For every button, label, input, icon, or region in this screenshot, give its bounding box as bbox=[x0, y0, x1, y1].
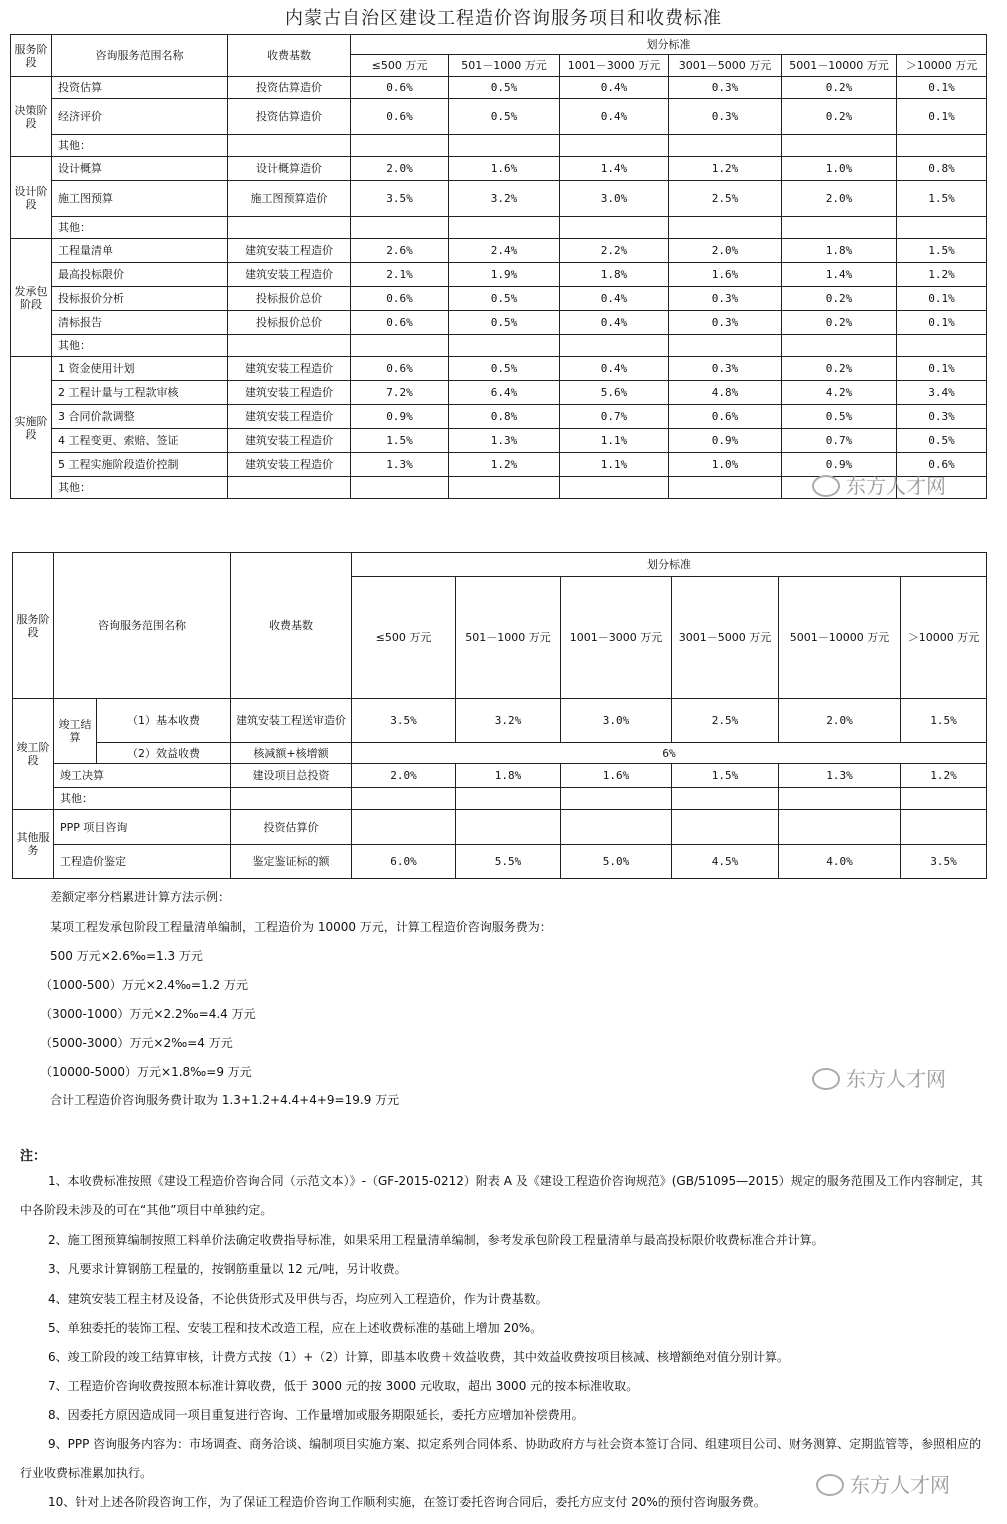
table-row bbox=[11, 135, 987, 157]
rate-cell: 6.0% bbox=[352, 845, 456, 879]
rate-cell: 0.3% bbox=[669, 77, 782, 99]
rate-cell: 0.6% bbox=[669, 405, 782, 429]
header-service-stage: 服务阶段 bbox=[11, 35, 52, 77]
note-item: 4、建筑安装工程主材及设备，不论供货形式及甲供与否，均应列入工程造价，作为计费基数。 bbox=[48, 1292, 548, 1306]
rate-cell: 0.3% bbox=[669, 311, 782, 335]
tier-header: ＞10000 万元 bbox=[897, 55, 987, 77]
table-row bbox=[11, 157, 987, 181]
tier-header: 1001－3000 万元 bbox=[560, 55, 669, 77]
calc-line: （5000-3000）万元×2‰=4 万元 bbox=[40, 1036, 233, 1050]
table-row bbox=[11, 239, 987, 263]
fee-base bbox=[228, 217, 351, 239]
rate-cell: 0.7% bbox=[782, 429, 897, 453]
rate-cell: 1.5% bbox=[897, 239, 987, 263]
fee-base: 投资估算造价 bbox=[228, 77, 351, 99]
rate-cell: 0.2% bbox=[782, 99, 897, 135]
stage-label-decision: 决策阶段 bbox=[11, 77, 52, 157]
rate-cell: 0.1% bbox=[897, 77, 987, 99]
scope-name: 其他： bbox=[52, 335, 228, 357]
rate-cell bbox=[669, 217, 782, 239]
header-fee-base: 收费基数 bbox=[228, 35, 351, 77]
scope-name: 最高投标限价 bbox=[52, 263, 228, 287]
rate-cell bbox=[669, 477, 782, 499]
fee-base bbox=[228, 477, 351, 499]
rate-cell: 1.3% bbox=[779, 764, 901, 788]
scope-name: 投标报价分析 bbox=[52, 287, 228, 311]
rate-cell: 1.5% bbox=[901, 699, 987, 743]
fee-base: 建筑安装工程送审造价 bbox=[231, 699, 352, 743]
rate-cell: 6% bbox=[352, 743, 987, 764]
rate-cell: 0.9% bbox=[351, 405, 449, 429]
scope-name: 施工图预算 bbox=[52, 181, 228, 217]
stage-label-design: 设计阶段 bbox=[11, 157, 52, 239]
note-item: 3、凡要求计算钢筋工程量的，按钢筋重量以 12 元/吨，另计收费。 bbox=[48, 1262, 407, 1276]
rate-cell: 0.6% bbox=[351, 99, 449, 135]
fee-table-main bbox=[10, 34, 987, 499]
scope-name: 1 资金使用计划 bbox=[52, 357, 228, 381]
rate-cell: 4.0% bbox=[779, 845, 901, 879]
note-item: 1、本收费标准按照《建设工程造价咨询合同（示范文本）》-（GF-2015-0212）附表 A 及《建设工程造价咨询规范》(GB/51095—2015）规定的服务范围及工作内容制定，其中各阶段未涉及的可在“其他”项目中单独约定。 bbox=[20, 1174, 983, 1217]
calc-line: （1000-500）万元×2.4‰=1.2 万元 bbox=[40, 978, 248, 992]
header-scope: 咨询服务范围名称 bbox=[52, 35, 228, 77]
stage-label-completion: 竣工阶段 bbox=[13, 699, 54, 810]
fee-base: 鉴定鉴证标的额 bbox=[231, 845, 352, 879]
rate-cell: 1.3% bbox=[351, 453, 449, 477]
rate-cell: 1.8% bbox=[560, 263, 669, 287]
rate-cell: 0.1% bbox=[897, 99, 987, 135]
rate-cell: 0.4% bbox=[560, 99, 669, 135]
note-item: 5、单独委托的装饰工程、安装工程和技术改造工程，应在上述收费标准的基础上增加 20%。 bbox=[48, 1321, 543, 1335]
rate-cell: 0.9% bbox=[669, 429, 782, 453]
stage-label-bidding: 发承包阶段 bbox=[11, 239, 52, 357]
rate-cell: 1.2% bbox=[901, 764, 987, 788]
rate-cell bbox=[782, 335, 897, 357]
table-row bbox=[11, 335, 987, 357]
note-item: 2、施工图预算编制按照工料单价法确定收费指导标准，如果采用工程量清单编制，参考发承包阶段工程量清单与最高投标限价收费标准合并计算。 bbox=[48, 1233, 824, 1247]
settlement-label: 竣工结算 bbox=[54, 699, 97, 764]
fee-base: 投标报价总价 bbox=[228, 311, 351, 335]
scope-name: 2 工程计量与工程款审核 bbox=[52, 381, 228, 405]
calc-line: （3000-1000）万元×2.2‰=4.4 万元 bbox=[40, 1007, 256, 1021]
tier-header: 501－1000 万元 bbox=[456, 577, 561, 699]
fee-base: 施工图预算造价 bbox=[228, 181, 351, 217]
rate-cell: 1.6% bbox=[561, 764, 672, 788]
rate-cell: 0.9% bbox=[782, 453, 897, 477]
rate-cell bbox=[449, 335, 560, 357]
rate-cell: 1.8% bbox=[456, 764, 561, 788]
tier-header: ＞10000 万元 bbox=[901, 577, 987, 699]
rate-cell: 1.6% bbox=[669, 263, 782, 287]
fee-base: 建筑安装工程造价 bbox=[228, 429, 351, 453]
rate-cell: 0.5% bbox=[449, 287, 560, 311]
rate-cell bbox=[897, 217, 987, 239]
rate-cell: 2.0% bbox=[351, 157, 449, 181]
tier-header: ≤500 万元 bbox=[352, 577, 456, 699]
scope-name: 3 合同价款调整 bbox=[52, 405, 228, 429]
fee-base: 设计概算造价 bbox=[228, 157, 351, 181]
fee-base: 建筑安装工程造价 bbox=[228, 357, 351, 381]
rate-cell: 1.2% bbox=[449, 453, 560, 477]
tier-header: 3001－5000 万元 bbox=[672, 577, 779, 699]
scope-name: 竣工决算 bbox=[54, 764, 231, 788]
rate-cell: 0.5% bbox=[449, 77, 560, 99]
rate-cell bbox=[351, 217, 449, 239]
calc-line: （10000-5000）万元×1.8‰=9 万元 bbox=[40, 1065, 252, 1079]
rate-cell: 0.3% bbox=[897, 405, 987, 429]
stage-label-impl: 实施阶段 bbox=[11, 357, 52, 499]
rate-cell: 0.4% bbox=[560, 357, 669, 381]
table-row bbox=[11, 405, 987, 429]
table-row bbox=[11, 311, 987, 335]
rate-cell: 0.1% bbox=[897, 287, 987, 311]
header-division: 划分标准 bbox=[352, 553, 987, 577]
rate-cell: 4.2% bbox=[782, 381, 897, 405]
rate-cell: 2.1% bbox=[351, 263, 449, 287]
scope-name: 经济评价 bbox=[52, 99, 228, 135]
note-item: 7、工程造价咨询收费按照本标准计算收费，低于 3000 元的按 3000 元收取，超出 3000 元的按本标准收取。 bbox=[48, 1379, 639, 1393]
rate-cell bbox=[782, 135, 897, 157]
tier-header: 5001－10000 万元 bbox=[779, 577, 901, 699]
rate-cell bbox=[782, 217, 897, 239]
rate-cell: 2.5% bbox=[669, 181, 782, 217]
rate-cell: 2.6% bbox=[351, 239, 449, 263]
rate-cell: 4.5% bbox=[672, 845, 779, 879]
fee-base: 建筑安装工程造价 bbox=[228, 239, 351, 263]
tier-header: 3001－5000 万元 bbox=[669, 55, 782, 77]
watermark: 东方人才网 bbox=[812, 1063, 946, 1092]
rate-cell: 0.4% bbox=[560, 287, 669, 311]
scope-name: 工程量清单 bbox=[52, 239, 228, 263]
rate-cell: 2.4% bbox=[449, 239, 560, 263]
calc-total: 合计工程造价咨询服务费计取为 1.3+1.2+4.4+4+9=19.9 万元 bbox=[50, 1093, 400, 1107]
rate-cell: 0.3% bbox=[669, 357, 782, 381]
rate-cell: 0.6% bbox=[351, 77, 449, 99]
rate-cell: 0.6% bbox=[351, 311, 449, 335]
rate-cell: 0.1% bbox=[897, 357, 987, 381]
scope-name: 工程造价鉴定 bbox=[54, 845, 231, 879]
rate-cell: 1.5% bbox=[351, 429, 449, 453]
watermark: 东方人才网 bbox=[816, 1469, 950, 1498]
wechat-icon bbox=[812, 1068, 840, 1090]
rate-cell bbox=[669, 135, 782, 157]
rate-cell: 0.2% bbox=[782, 77, 897, 99]
rate-cell: 1.2% bbox=[897, 263, 987, 287]
fee-base bbox=[228, 135, 351, 157]
rate-cell: 2.2% bbox=[560, 239, 669, 263]
rate-cell bbox=[449, 135, 560, 157]
rate-cell: 3.2% bbox=[456, 699, 561, 743]
rate-cell: 3.5% bbox=[352, 699, 456, 743]
rate-cell: 0.4% bbox=[560, 77, 669, 99]
rate-cell: 1.1% bbox=[560, 429, 669, 453]
rate-cell: 1.8% bbox=[782, 239, 897, 263]
rate-cell bbox=[897, 335, 987, 357]
fee-base bbox=[228, 335, 351, 357]
scope-name: 设计概算 bbox=[52, 157, 228, 181]
rate-cell: 0.6% bbox=[351, 287, 449, 311]
rate-cell: 0.2% bbox=[782, 311, 897, 335]
table-row bbox=[11, 287, 987, 311]
table-row bbox=[11, 429, 987, 453]
rate-cell: 0.5% bbox=[449, 311, 560, 335]
page-title: 内蒙古自治区建设工程造价咨询服务项目和收费标准 bbox=[285, 8, 722, 29]
header-fee-base: 收费基数 bbox=[231, 553, 352, 699]
fee-base: 投标报价总价 bbox=[228, 287, 351, 311]
rate-cell bbox=[560, 217, 669, 239]
rate-cell: 0.8% bbox=[897, 157, 987, 181]
rate-cell: 0.3% bbox=[669, 287, 782, 311]
rate-cell bbox=[449, 477, 560, 499]
rate-cell bbox=[560, 135, 669, 157]
rate-cell: 0.4% bbox=[560, 311, 669, 335]
scope-name: （2）效益收费 bbox=[97, 743, 231, 764]
rate-cell bbox=[351, 477, 449, 499]
note-item: 6、竣工阶段的竣工结算审核，计费方式按（1）+（2）计算，即基本收费＋效益收费，其中效益收费按项目核减、核增额绝对值分别计算。 bbox=[48, 1350, 789, 1364]
fee-base: 建筑安装工程造价 bbox=[228, 263, 351, 287]
rate-cell: 5.6% bbox=[560, 381, 669, 405]
header-scope: 咨询服务范围名称 bbox=[54, 553, 231, 699]
rate-cell: 1.5% bbox=[672, 764, 779, 788]
tier-header: 501－1000 万元 bbox=[449, 55, 560, 77]
calc-line: 500 万元×2.6‰=1.3 万元 bbox=[50, 949, 203, 963]
rate-cell: 2.0% bbox=[352, 764, 456, 788]
scope-name: 其他： bbox=[54, 788, 231, 810]
rate-cell: 0.6% bbox=[897, 453, 987, 477]
rate-cell: 3.2% bbox=[449, 181, 560, 217]
fee-base: 建筑安装工程造价 bbox=[228, 405, 351, 429]
fee-table-completion bbox=[12, 552, 987, 879]
rate-cell bbox=[560, 335, 669, 357]
rate-cell: 3.0% bbox=[560, 181, 669, 217]
fee-base bbox=[231, 788, 352, 810]
wechat-icon bbox=[816, 1474, 844, 1496]
rate-cell: 2.0% bbox=[779, 699, 901, 743]
tier-header: 1001－3000 万元 bbox=[561, 577, 672, 699]
calc-intro: 某项工程发承包阶段工程量清单编制，工程造价为 10000 万元，计算工程造价咨询服务费为： bbox=[50, 920, 552, 934]
table-row bbox=[11, 357, 987, 381]
rate-cell: 0.8% bbox=[449, 405, 560, 429]
note-item: 10、针对上述各阶段咨询工作，为了保证工程造价咨询工作顺利实施，在签订委托咨询合同后，委托方应支付 20%的预付咨询服务费。 bbox=[48, 1495, 766, 1509]
scope-name: 其他： bbox=[52, 217, 228, 239]
stage-label-other: 其他服务 bbox=[13, 810, 54, 879]
table-row bbox=[11, 181, 987, 217]
table-row bbox=[11, 263, 987, 287]
table-row bbox=[11, 217, 987, 239]
rate-cell: 0.5% bbox=[897, 429, 987, 453]
wechat-icon bbox=[812, 475, 840, 497]
rate-cell: 6.4% bbox=[449, 381, 560, 405]
rate-cell: 5.0% bbox=[561, 845, 672, 879]
calc-heading: 差额定率分档累进计算方法示例： bbox=[50, 890, 231, 904]
table-row bbox=[11, 99, 987, 135]
rate-cell: 4.8% bbox=[669, 381, 782, 405]
notes-heading: 注： bbox=[20, 1149, 47, 1164]
rate-cell: 1.6% bbox=[449, 157, 560, 181]
rate-cell: 2.5% bbox=[672, 699, 779, 743]
header-division: 划分标准 bbox=[351, 35, 987, 55]
rate-cell bbox=[560, 477, 669, 499]
scope-name: 4 工程变更、索赔、签证 bbox=[52, 429, 228, 453]
fee-base: 建筑安装工程造价 bbox=[228, 381, 351, 405]
rate-cell: 3.4% bbox=[897, 381, 987, 405]
fee-base: 核减额+核增额 bbox=[231, 743, 352, 764]
rate-cell: 0.6% bbox=[351, 357, 449, 381]
rate-cell bbox=[351, 335, 449, 357]
rate-cell: 0.5% bbox=[449, 357, 560, 381]
rate-cell: 2.0% bbox=[782, 181, 897, 217]
tier-header: 5001－10000 万元 bbox=[782, 55, 897, 77]
rate-cell: 1.3% bbox=[449, 429, 560, 453]
rate-cell: 3.5% bbox=[901, 845, 987, 879]
rate-cell: 3.5% bbox=[351, 181, 449, 217]
scope-name: 投资估算 bbox=[52, 77, 228, 99]
rate-cell bbox=[449, 217, 560, 239]
rate-cell: 0.2% bbox=[782, 287, 897, 311]
rate-cell: 1.5% bbox=[897, 181, 987, 217]
scope-name: 其他： bbox=[52, 135, 228, 157]
watermark: 东方人才网 bbox=[812, 470, 946, 499]
rate-cell: 5.5% bbox=[456, 845, 561, 879]
fee-base: 建设项目总投资 bbox=[231, 764, 352, 788]
rate-cell bbox=[669, 335, 782, 357]
table-row bbox=[11, 77, 987, 99]
fee-base: 建筑安装工程造价 bbox=[228, 453, 351, 477]
scope-name: 清标报告 bbox=[52, 311, 228, 335]
scope-name: 5 工程实施阶段造价控制 bbox=[52, 453, 228, 477]
rate-cell bbox=[351, 135, 449, 157]
rate-cell: 2.0% bbox=[669, 239, 782, 263]
scope-name: （1）基本收费 bbox=[97, 699, 231, 743]
note-item: 8、因委托方原因造成同一项目重复进行咨询、工作量增加或服务期限延长，委托方应增加补偿费用。 bbox=[48, 1408, 584, 1422]
rate-cell: 1.4% bbox=[782, 263, 897, 287]
header-service-stage: 服务阶段 bbox=[13, 553, 54, 699]
tier-header: ≤500 万元 bbox=[351, 55, 449, 77]
rate-cell: 7.2% bbox=[351, 381, 449, 405]
rate-cell: 0.7% bbox=[560, 405, 669, 429]
rate-cell: 3.0% bbox=[561, 699, 672, 743]
rate-cell: 0.5% bbox=[449, 99, 560, 135]
rate-cell: 0.1% bbox=[897, 311, 987, 335]
rate-cell: 0.2% bbox=[782, 357, 897, 381]
rate-cell: 1.2% bbox=[669, 157, 782, 181]
rate-cell: 1.4% bbox=[560, 157, 669, 181]
scope-name: 其他： bbox=[52, 477, 228, 499]
fee-base: 投资估算造价 bbox=[228, 99, 351, 135]
rate-cell: 1.1% bbox=[560, 453, 669, 477]
note-item: 9、PPP 咨询服务内容为：市场调查、商务洽谈、编制项目实施方案、拟定系列合同体系、协助政府方与社会资本签订合同、组建项目公司、财务测算、定期监管等，参照相应的行业收费标准累加执行。 bbox=[20, 1437, 982, 1480]
rate-cell: 1.0% bbox=[782, 157, 897, 181]
fee-base: 投资估算价 bbox=[231, 810, 352, 845]
rate-cell: 1.0% bbox=[669, 453, 782, 477]
table-row bbox=[11, 381, 987, 405]
rate-cell: 0.5% bbox=[782, 405, 897, 429]
scope-name: PPP 项目咨询 bbox=[54, 810, 231, 845]
rate-cell: 0.3% bbox=[669, 99, 782, 135]
rate-cell bbox=[897, 135, 987, 157]
rate-cell: 1.9% bbox=[449, 263, 560, 287]
